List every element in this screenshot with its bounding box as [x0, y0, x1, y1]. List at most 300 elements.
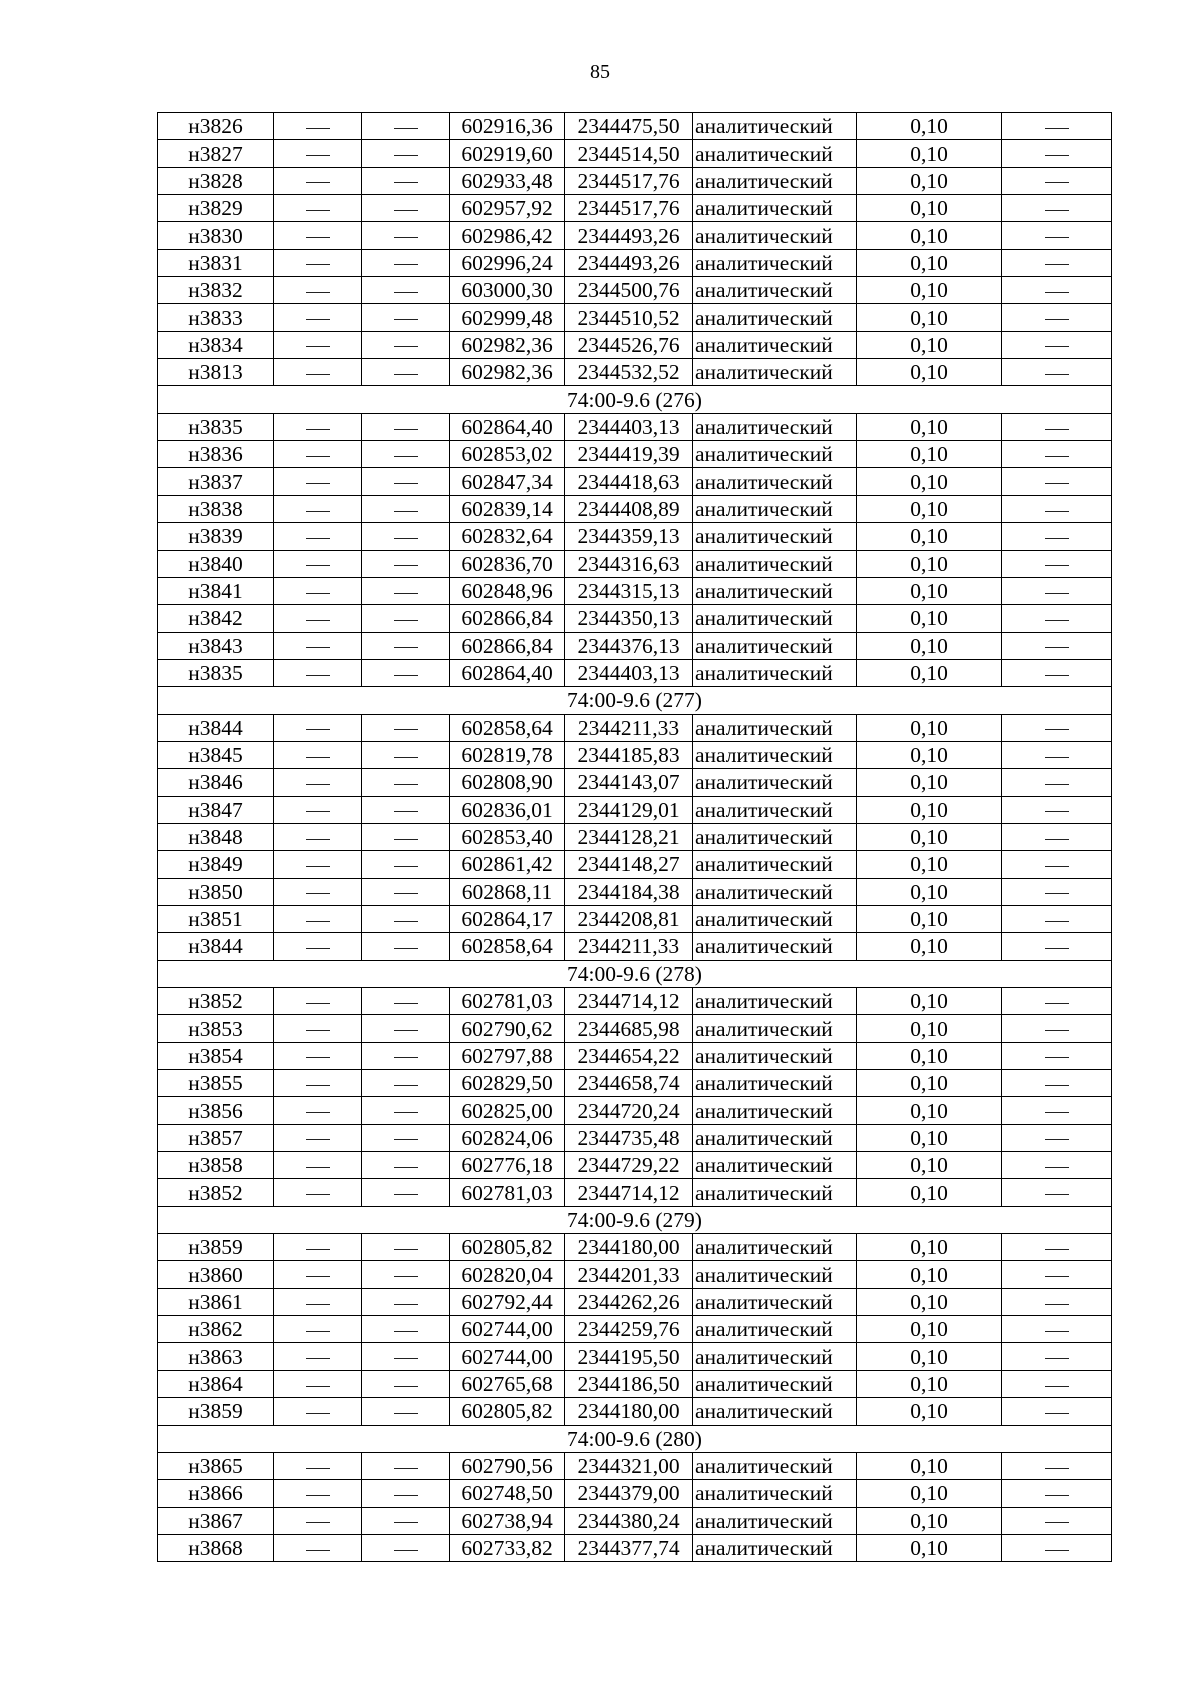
y-coordinate-cell: 2344259,76 [565, 1316, 693, 1343]
accuracy-cell: 0,10 [857, 277, 1002, 304]
dash-mark [306, 620, 330, 621]
x-coordinate-cell: 602986,42 [450, 222, 565, 249]
dash-mark [394, 155, 418, 156]
section-heading: 74:00-9.6 (280) [158, 1425, 1112, 1452]
x-coordinate-cell: 602916,36 [450, 113, 565, 140]
table-row [158, 359, 1112, 386]
dash-mark [306, 1276, 330, 1277]
accuracy-cell: 0,10 [857, 988, 1002, 1015]
x-coordinate-cell: 602829,50 [450, 1070, 565, 1097]
accuracy-cell: 0,10 [857, 905, 1002, 932]
dash-mark [394, 839, 418, 840]
x-coordinate-cell: 602864,40 [450, 659, 565, 686]
point-name-cell: н3868 [158, 1534, 274, 1561]
y-coordinate-cell: 2344211,33 [565, 933, 693, 960]
dash-mark [1045, 1495, 1069, 1496]
empty-y-cell [362, 249, 450, 276]
empty-x-cell [274, 1316, 362, 1343]
empty-description-cell [1002, 1097, 1112, 1124]
table-row [158, 1534, 1112, 1561]
table-row [158, 1288, 1112, 1315]
empty-description-cell [1002, 1042, 1112, 1069]
x-coordinate-cell: 602748,50 [450, 1480, 565, 1507]
dash-mark [306, 1495, 330, 1496]
point-name-cell: н3842 [158, 605, 274, 632]
y-coordinate-cell: 2344180,00 [565, 1234, 693, 1261]
table-row [158, 851, 1112, 878]
table-row [158, 933, 1112, 960]
empty-y-cell [362, 1370, 450, 1397]
section-header-row [158, 1425, 1112, 1452]
empty-y-cell [362, 1480, 450, 1507]
table-row [158, 304, 1112, 331]
empty-y-cell [362, 905, 450, 932]
empty-x-cell [274, 523, 362, 550]
y-coordinate-cell: 2344532,52 [565, 359, 693, 386]
point-name-cell: н3847 [158, 796, 274, 823]
dash-mark [1045, 128, 1069, 129]
point-name-cell: н3863 [158, 1343, 274, 1370]
y-coordinate-cell: 2344262,26 [565, 1288, 693, 1315]
empty-x-cell [274, 495, 362, 522]
dash-mark [1045, 757, 1069, 758]
section-header-row [158, 960, 1112, 987]
x-coordinate-cell: 602790,56 [450, 1452, 565, 1479]
dash-mark [306, 675, 330, 676]
empty-y-cell [362, 851, 450, 878]
empty-x-cell [274, 1288, 362, 1315]
x-coordinate-cell: 602853,02 [450, 441, 565, 468]
accuracy-cell: 0,10 [857, 741, 1002, 768]
dash-mark [306, 128, 330, 129]
y-coordinate-cell: 2344321,00 [565, 1452, 693, 1479]
accuracy-cell: 0,10 [857, 1398, 1002, 1425]
empty-x-cell [274, 905, 362, 932]
empty-y-cell [362, 1070, 450, 1097]
empty-description-cell [1002, 140, 1112, 167]
empty-description-cell [1002, 577, 1112, 604]
empty-y-cell [362, 468, 450, 495]
empty-y-cell [362, 796, 450, 823]
empty-x-cell [274, 441, 362, 468]
y-coordinate-cell: 2344729,22 [565, 1152, 693, 1179]
dash-mark [306, 1358, 330, 1359]
dash-mark [394, 866, 418, 867]
y-coordinate-cell: 2344129,01 [565, 796, 693, 823]
y-coordinate-cell: 2344658,74 [565, 1070, 693, 1097]
dash-mark [306, 565, 330, 566]
empty-description-cell [1002, 933, 1112, 960]
table-row [158, 988, 1112, 1015]
method-cell: аналитический [693, 167, 857, 194]
point-name-cell: н3857 [158, 1124, 274, 1151]
y-coordinate-cell: 2344148,27 [565, 851, 693, 878]
x-coordinate-cell: 602919,60 [450, 140, 565, 167]
empty-description-cell [1002, 878, 1112, 905]
empty-x-cell [274, 1015, 362, 1042]
empty-description-cell [1002, 523, 1112, 550]
point-name-cell: н3844 [158, 714, 274, 741]
point-name-cell: н3851 [158, 905, 274, 932]
empty-x-cell [274, 1480, 362, 1507]
y-coordinate-cell: 2344201,33 [565, 1261, 693, 1288]
dash-mark [306, 811, 330, 812]
empty-y-cell [362, 495, 450, 522]
empty-x-cell [274, 1179, 362, 1206]
empty-x-cell [274, 714, 362, 741]
dash-mark [1045, 456, 1069, 457]
accuracy-cell: 0,10 [857, 1288, 1002, 1315]
y-coordinate-cell: 2344186,50 [565, 1370, 693, 1397]
dash-mark [306, 155, 330, 156]
dash-mark [394, 319, 418, 320]
point-name-cell: н3835 [158, 659, 274, 686]
dash-mark [1045, 839, 1069, 840]
dash-mark [306, 1139, 330, 1140]
empty-x-cell [274, 113, 362, 140]
empty-y-cell [362, 577, 450, 604]
method-cell: аналитический [693, 577, 857, 604]
accuracy-cell: 0,10 [857, 1179, 1002, 1206]
method-cell: аналитический [693, 331, 857, 358]
method-cell: аналитический [693, 741, 857, 768]
method-cell: аналитический [693, 1507, 857, 1534]
empty-y-cell [362, 195, 450, 222]
empty-description-cell [1002, 413, 1112, 440]
x-coordinate-cell: 603000,30 [450, 277, 565, 304]
dash-mark [1045, 729, 1069, 730]
method-cell: аналитический [693, 659, 857, 686]
dash-mark [394, 1085, 418, 1086]
accuracy-cell: 0,10 [857, 1343, 1002, 1370]
dash-mark [394, 237, 418, 238]
accuracy-cell: 0,10 [857, 113, 1002, 140]
x-coordinate-cell: 602825,00 [450, 1097, 565, 1124]
table-row [158, 1234, 1112, 1261]
dash-mark [1045, 1085, 1069, 1086]
empty-x-cell [274, 632, 362, 659]
x-coordinate-cell: 602866,84 [450, 605, 565, 632]
point-name-cell: н3858 [158, 1152, 274, 1179]
dash-mark [394, 1413, 418, 1414]
dash-mark [394, 456, 418, 457]
empty-description-cell [1002, 277, 1112, 304]
accuracy-cell: 0,10 [857, 468, 1002, 495]
method-cell: аналитический [693, 523, 857, 550]
y-coordinate-cell: 2344180,00 [565, 1398, 693, 1425]
point-name-cell: н3834 [158, 331, 274, 358]
point-name-cell: н3867 [158, 1507, 274, 1534]
y-coordinate-cell: 2344654,22 [565, 1042, 693, 1069]
dash-mark [1045, 1249, 1069, 1250]
table-body [158, 113, 1112, 1562]
table-row [158, 741, 1112, 768]
y-coordinate-cell: 2344350,13 [565, 605, 693, 632]
dash-mark [394, 757, 418, 758]
empty-description-cell [1002, 1507, 1112, 1534]
table-row [158, 550, 1112, 577]
point-name-cell: н3840 [158, 550, 274, 577]
point-name-cell: н3841 [158, 577, 274, 604]
table-row [158, 468, 1112, 495]
dash-mark [1045, 1276, 1069, 1277]
x-coordinate-cell: 602765,68 [450, 1370, 565, 1397]
dash-mark [306, 1413, 330, 1414]
empty-x-cell [274, 331, 362, 358]
dash-mark [306, 456, 330, 457]
dash-mark [394, 565, 418, 566]
accuracy-cell: 0,10 [857, 878, 1002, 905]
table-row [158, 140, 1112, 167]
dash-mark [1045, 675, 1069, 676]
point-name-cell: н3854 [158, 1042, 274, 1069]
dash-mark [1045, 1139, 1069, 1140]
dash-mark [306, 1304, 330, 1305]
empty-y-cell [362, 304, 450, 331]
empty-x-cell [274, 1042, 362, 1069]
x-coordinate-cell: 602848,96 [450, 577, 565, 604]
dash-mark [1045, 647, 1069, 648]
section-heading: 74:00-9.6 (278) [158, 960, 1112, 987]
table-row [158, 714, 1112, 741]
section-header-row [158, 687, 1112, 714]
method-cell: аналитический [693, 769, 857, 796]
empty-x-cell [274, 659, 362, 686]
method-cell: аналитический [693, 878, 857, 905]
point-name-cell: н3850 [158, 878, 274, 905]
method-cell: аналитический [693, 304, 857, 331]
dash-mark [394, 1522, 418, 1523]
table-row [158, 222, 1112, 249]
y-coordinate-cell: 2344475,50 [565, 113, 693, 140]
dash-mark [1045, 538, 1069, 539]
empty-x-cell [274, 1452, 362, 1479]
y-coordinate-cell: 2344403,13 [565, 413, 693, 440]
accuracy-cell: 0,10 [857, 1507, 1002, 1534]
empty-y-cell [362, 167, 450, 194]
empty-x-cell [274, 140, 362, 167]
table-row [158, 1015, 1112, 1042]
empty-x-cell [274, 741, 362, 768]
dash-mark [306, 647, 330, 648]
accuracy-cell: 0,10 [857, 304, 1002, 331]
table-row [158, 1480, 1112, 1507]
method-cell: аналитический [693, 1042, 857, 1069]
point-name-cell: н3865 [158, 1452, 274, 1479]
x-coordinate-cell: 602744,00 [450, 1343, 565, 1370]
x-coordinate-cell: 602836,70 [450, 550, 565, 577]
dash-mark [394, 811, 418, 812]
empty-x-cell [274, 878, 362, 905]
point-name-cell: н3832 [158, 277, 274, 304]
dash-mark [306, 1194, 330, 1195]
x-coordinate-cell: 602847,34 [450, 468, 565, 495]
empty-description-cell [1002, 1534, 1112, 1561]
dash-mark [306, 839, 330, 840]
point-name-cell: н3843 [158, 632, 274, 659]
empty-x-cell [274, 1234, 362, 1261]
table-row [158, 1179, 1112, 1206]
accuracy-cell: 0,10 [857, 659, 1002, 686]
x-coordinate-cell: 602864,17 [450, 905, 565, 932]
method-cell: аналитический [693, 1343, 857, 1370]
table-row [158, 605, 1112, 632]
table-row [158, 1042, 1112, 1069]
y-coordinate-cell: 2344493,26 [565, 222, 693, 249]
accuracy-cell: 0,10 [857, 1480, 1002, 1507]
dash-mark [1045, 1304, 1069, 1305]
y-coordinate-cell: 2344143,07 [565, 769, 693, 796]
point-name-cell: н3849 [158, 851, 274, 878]
dash-mark [394, 948, 418, 949]
dash-mark [1045, 483, 1069, 484]
empty-y-cell [362, 523, 450, 550]
empty-x-cell [274, 796, 362, 823]
empty-description-cell [1002, 905, 1112, 932]
empty-x-cell [274, 988, 362, 1015]
dash-mark [306, 1057, 330, 1058]
dash-mark [306, 1249, 330, 1250]
x-coordinate-cell: 602996,24 [450, 249, 565, 276]
point-name-cell: н3839 [158, 523, 274, 550]
empty-x-cell [274, 1124, 362, 1151]
dash-mark [1045, 237, 1069, 238]
table-row [158, 331, 1112, 358]
table-row [158, 495, 1112, 522]
method-cell: аналитический [693, 441, 857, 468]
empty-description-cell [1002, 714, 1112, 741]
empty-description-cell [1002, 1179, 1112, 1206]
dash-mark [306, 1386, 330, 1387]
empty-x-cell [274, 933, 362, 960]
empty-x-cell [274, 605, 362, 632]
dash-mark [1045, 210, 1069, 211]
empty-y-cell [362, 140, 450, 167]
empty-x-cell [274, 304, 362, 331]
y-coordinate-cell: 2344720,24 [565, 1097, 693, 1124]
table-row [158, 905, 1112, 932]
dash-mark [306, 538, 330, 539]
accuracy-cell: 0,10 [857, 1370, 1002, 1397]
x-coordinate-cell: 602790,62 [450, 1015, 565, 1042]
method-cell: аналитический [693, 851, 857, 878]
accuracy-cell: 0,10 [857, 632, 1002, 659]
table-row [158, 441, 1112, 468]
empty-description-cell [1002, 1070, 1112, 1097]
dash-mark [1045, 1468, 1069, 1469]
y-coordinate-cell: 2344195,50 [565, 1343, 693, 1370]
y-coordinate-cell: 2344211,33 [565, 714, 693, 741]
empty-y-cell [362, 441, 450, 468]
table-row [158, 823, 1112, 850]
empty-y-cell [362, 1343, 450, 1370]
dash-mark [394, 647, 418, 648]
point-name-cell: н3856 [158, 1097, 274, 1124]
method-cell: аналитический [693, 905, 857, 932]
dash-mark [394, 1112, 418, 1113]
method-cell: аналитический [693, 140, 857, 167]
empty-y-cell [362, 1179, 450, 1206]
method-cell: аналитический [693, 823, 857, 850]
empty-x-cell [274, 167, 362, 194]
empty-y-cell [362, 1234, 450, 1261]
empty-y-cell [362, 1398, 450, 1425]
dash-mark [1045, 1112, 1069, 1113]
empty-description-cell [1002, 1452, 1112, 1479]
method-cell: аналитический [693, 1124, 857, 1151]
accuracy-cell: 0,10 [857, 222, 1002, 249]
dash-mark [1045, 921, 1069, 922]
dash-mark [1045, 292, 1069, 293]
dash-mark [306, 948, 330, 949]
dash-mark [306, 374, 330, 375]
empty-x-cell [274, 468, 362, 495]
dash-mark [306, 429, 330, 430]
x-coordinate-cell: 602820,04 [450, 1261, 565, 1288]
empty-x-cell [274, 577, 362, 604]
table-row [158, 1124, 1112, 1151]
table-row [158, 769, 1112, 796]
table-row [158, 796, 1112, 823]
point-name-cell: н3862 [158, 1316, 274, 1343]
accuracy-cell: 0,10 [857, 195, 1002, 222]
y-coordinate-cell: 2344500,76 [565, 277, 693, 304]
dash-mark [394, 1249, 418, 1250]
dash-mark [306, 511, 330, 512]
method-cell: аналитический [693, 988, 857, 1015]
empty-y-cell [362, 1507, 450, 1534]
table-row [158, 523, 1112, 550]
dash-mark [394, 593, 418, 594]
x-coordinate-cell: 602824,06 [450, 1124, 565, 1151]
dash-mark [306, 210, 330, 211]
dash-mark [1045, 374, 1069, 375]
empty-y-cell [362, 113, 450, 140]
x-coordinate-cell: 602933,48 [450, 167, 565, 194]
dash-mark [1045, 1413, 1069, 1414]
empty-y-cell [362, 277, 450, 304]
empty-description-cell [1002, 167, 1112, 194]
method-cell: аналитический [693, 1015, 857, 1042]
accuracy-cell: 0,10 [857, 331, 1002, 358]
empty-x-cell [274, 222, 362, 249]
dash-mark [394, 1030, 418, 1031]
x-coordinate-cell: 602858,64 [450, 933, 565, 960]
empty-x-cell [274, 277, 362, 304]
method-cell: аналитический [693, 1398, 857, 1425]
method-cell: аналитический [693, 605, 857, 632]
dash-mark [394, 1276, 418, 1277]
empty-description-cell [1002, 550, 1112, 577]
empty-x-cell [274, 1343, 362, 1370]
x-coordinate-cell: 602839,14 [450, 495, 565, 522]
empty-y-cell [362, 1288, 450, 1315]
dash-mark [394, 1550, 418, 1551]
point-name-cell: н3866 [158, 1480, 274, 1507]
empty-y-cell [362, 331, 450, 358]
section-header-row [158, 1206, 1112, 1233]
dash-mark [306, 346, 330, 347]
dash-mark [1045, 319, 1069, 320]
empty-description-cell [1002, 468, 1112, 495]
empty-y-cell [362, 605, 450, 632]
empty-y-cell [362, 659, 450, 686]
empty-y-cell [362, 1452, 450, 1479]
accuracy-cell: 0,10 [857, 1042, 1002, 1069]
y-coordinate-cell: 2344379,00 [565, 1480, 693, 1507]
method-cell: аналитический [693, 1316, 857, 1343]
x-coordinate-cell: 602781,03 [450, 1179, 565, 1206]
